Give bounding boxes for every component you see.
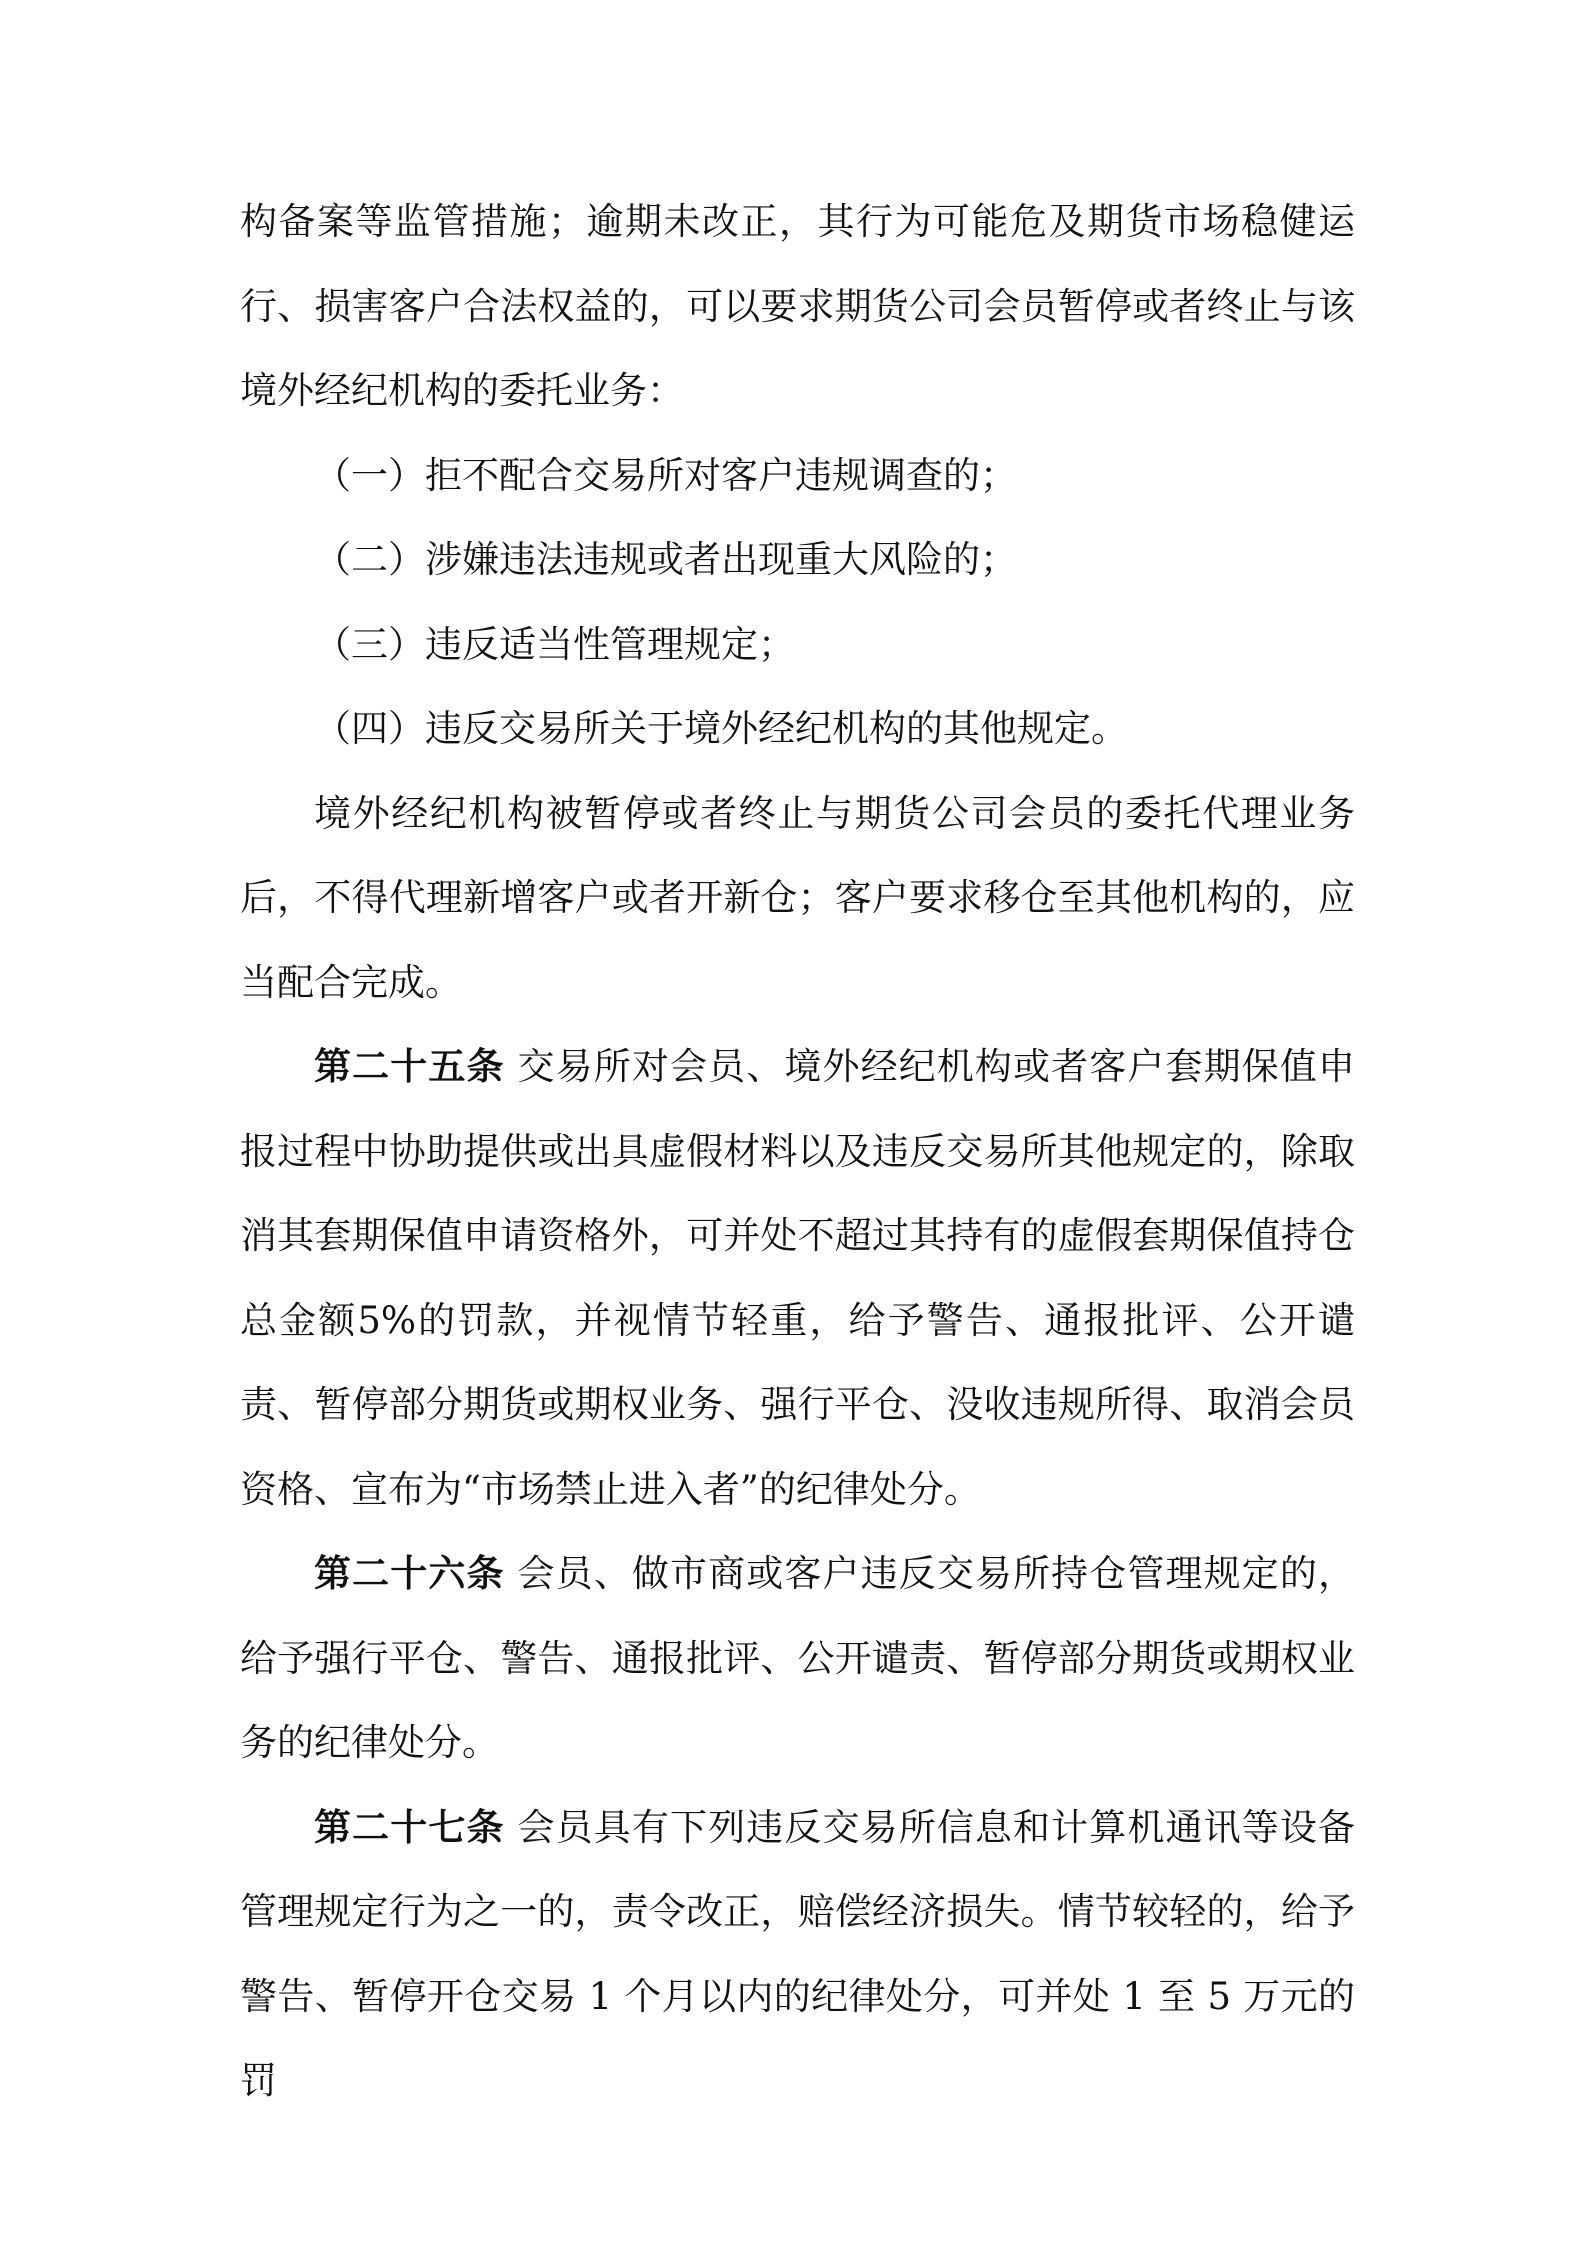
list-item-3: （三）违反适当性管理规定； bbox=[314, 622, 795, 666]
document-body bbox=[240, 180, 1355, 2124]
paragraph-continuation: 构备案等监管措施；逾期未改正，其行为可能危及期货市场稳健运行、损害客户合法权益的，可以要求期货公司会员暂停或者终止与该境外经纪机构的委托业务： bbox=[240, 200, 1355, 412]
article-27-body: 会员具有下列违反交易所信息和计算机通讯等设备管理规定行为之一的，责令改正，赔偿经济损失。情节较轻的，给予警告、暂停开仓交易 1 个月以内的纪律处分，可并处 1 至 5 万元的罚 bbox=[240, 1805, 1356, 2102]
list-item-4: （四）违反交易所关于境外经纪机构的其他规定。 bbox=[314, 707, 1128, 750]
list-item-2: （二）涉嫌违法违规或者出现重大风险的； bbox=[314, 538, 1017, 581]
article-26 bbox=[240, 1532, 1355, 1786]
article-25-heading: 第二十五条 bbox=[314, 1045, 505, 1088]
article-26-heading: 第二十六条 bbox=[314, 1552, 505, 1595]
paragraph-suspension: 境外经纪机构被暂停或者终止与期货公司会员的委托代理业务后，不得代理新增客户或者开新仓；客户要求移仓至其他机构的，应当配合完成。 bbox=[240, 791, 1355, 1004]
article-25-body: 交易所对会员、境外经纪机构或者客户套期保值申报过程中协助提供或出具虚假材料以及违反交易所其他规定的，除取消其套期保值申请资格外，可并处不超过其持有的虚假套期保值持仓总金额5%的罚款，并视情节轻重，给予警告、通报批评、公开谴责、暂停部分期货或期权业务、强行平仓、没收违规所得、取消会员资格、宣布为“市场禁止进入者”的纪律处分。 bbox=[240, 1045, 1356, 1511]
article-26-body: 会员、做市商或客户违反交易所持仓管理规定的，给予强行平仓、警告、通报批评、公开谴责、暂停部分期货或期权业务的纪律处分。 bbox=[240, 1552, 1356, 1764]
article-27 bbox=[240, 1786, 1355, 2124]
article-27-heading: 第二十七条 bbox=[314, 1805, 505, 1849]
article-25 bbox=[240, 1025, 1355, 1532]
list-item-1: （一）拒不配合交易所对客户违规调查的； bbox=[314, 453, 1017, 497]
